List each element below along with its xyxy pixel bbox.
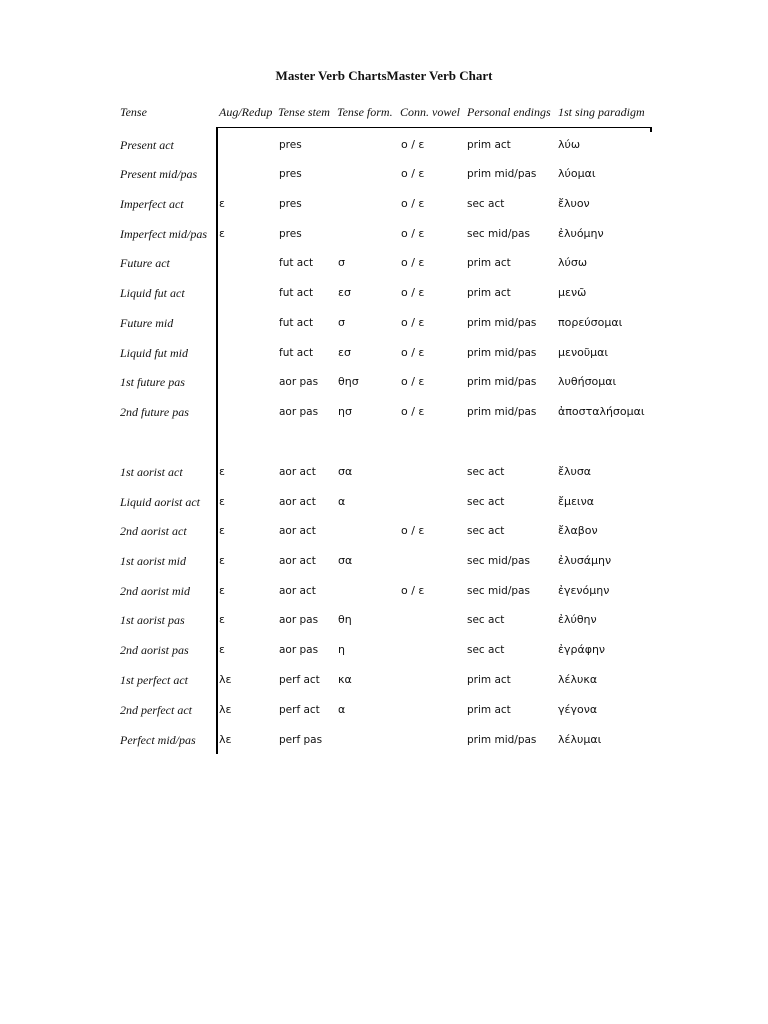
cell-tense-stem: aor pas xyxy=(279,644,319,656)
cell-aug-redup: ε xyxy=(219,613,225,626)
cell-paradigm: λύσω xyxy=(558,256,588,269)
cell-paradigm: ἔμεινα xyxy=(558,495,595,508)
cell-tense-stem: perf act xyxy=(279,704,320,716)
cell-tense-stem: aor act xyxy=(279,525,316,537)
cell-tense-stem: aor pas xyxy=(279,406,319,418)
cell-personal-endings: prim mid/pas xyxy=(467,376,537,388)
cell-tense: 1st aorist mid xyxy=(120,554,187,568)
cell-tense: 2nd future pas xyxy=(120,405,189,419)
cell-connecting-vowel: ο / ε xyxy=(401,138,425,151)
cell-tense: Perfect mid/pas xyxy=(120,733,196,747)
cell-personal-endings: sec mid/pas xyxy=(467,585,530,597)
cell-personal-endings: sec act xyxy=(467,644,505,656)
cell-personal-endings: sec act xyxy=(467,466,505,478)
cell-tense-stem: perf pas xyxy=(279,734,323,746)
cell-connecting-vowel: ο / ε xyxy=(401,227,425,240)
header-paradigm: 1st sing paradigm xyxy=(558,105,645,119)
cell-personal-endings: prim act xyxy=(467,139,511,151)
cell-tense: Present act xyxy=(120,138,174,152)
cell-tense-formative: α xyxy=(338,495,346,508)
cell-connecting-vowel: ο / ε xyxy=(401,167,425,180)
cell-paradigm: λυθήσομαι xyxy=(558,375,617,388)
cell-tense: 1st aorist pas xyxy=(120,613,185,627)
cell-paradigm: ἔλυον xyxy=(558,197,590,210)
cell-connecting-vowel: ο / ε xyxy=(401,197,425,210)
cell-tense: 2nd perfect act xyxy=(120,703,192,717)
cell-connecting-vowel: ο / ε xyxy=(401,256,425,269)
cell-tense: Liquid fut mid xyxy=(120,346,189,360)
cell-tense-formative: εσ xyxy=(338,346,351,359)
cell-tense-formative: α xyxy=(338,703,346,716)
cell-paradigm: ἐγράφην xyxy=(558,643,606,656)
cell-paradigm: μενοῦμαι xyxy=(558,346,609,359)
cell-connecting-vowel: ο / ε xyxy=(401,524,425,537)
cell-tense-formative: σα xyxy=(338,554,353,567)
cell-tense-stem: pres xyxy=(279,168,302,180)
cell-connecting-vowel: ο / ε xyxy=(401,584,425,597)
cell-aug-redup: ε xyxy=(219,643,225,656)
header-personal-endings: Personal endings xyxy=(467,105,551,119)
cell-tense-stem: fut act xyxy=(279,317,314,329)
cell-aug-redup: ε xyxy=(219,197,225,210)
cell-paradigm: λέλυμαι xyxy=(558,733,602,746)
cell-tense-formative: κα xyxy=(338,673,352,686)
header-rule xyxy=(216,127,652,128)
cell-tense-stem: aor act xyxy=(279,585,316,597)
cell-paradigm: ἐλυσάμην xyxy=(558,554,612,567)
cell-tense: 1st aorist act xyxy=(120,465,183,479)
cell-tense-stem: pres xyxy=(279,139,302,151)
cell-paradigm: ἐγενόμην xyxy=(558,584,610,597)
cell-paradigm: ἔλαβον xyxy=(558,524,598,537)
cell-aug-redup: ε xyxy=(219,465,225,478)
cell-aug-redup: ε xyxy=(219,584,225,597)
header-connecting-vowel: Conn. vowel xyxy=(400,105,460,119)
page-title: Master Verb ChartsMaster Verb Chart xyxy=(275,68,493,83)
cell-tense-stem: fut act xyxy=(279,257,314,269)
cell-tense-stem: fut act xyxy=(279,347,314,359)
cell-tense-formative: σ xyxy=(338,316,345,329)
cell-tense: 1st future pas xyxy=(120,375,185,389)
cell-personal-endings: sec act xyxy=(467,198,505,210)
cell-paradigm: ἀποσταλήσομαι xyxy=(558,405,645,418)
cell-connecting-vowel: ο / ε xyxy=(401,316,425,329)
cell-personal-endings: prim act xyxy=(467,287,511,299)
cell-paradigm: λύομαι xyxy=(558,167,596,180)
cell-tense-formative: θη xyxy=(338,613,352,626)
cell-paradigm: γέγονα xyxy=(558,703,598,716)
cell-tense-stem: pres xyxy=(279,198,302,210)
cell-connecting-vowel: ο / ε xyxy=(401,346,425,359)
cell-tense: Imperfect mid/pas xyxy=(120,227,207,241)
cell-tense-formative: σα xyxy=(338,465,353,478)
header-tense-formative: Tense form. xyxy=(337,105,393,119)
cell-tense-stem: aor pas xyxy=(279,614,319,626)
cell-personal-endings: prim mid/pas xyxy=(467,317,537,329)
cell-paradigm: ἐλυόμην xyxy=(558,227,604,240)
cell-tense-formative: η xyxy=(338,643,345,656)
header-aug-redup: Aug/Redup xyxy=(219,105,273,119)
cell-personal-endings: prim act xyxy=(467,674,511,686)
cell-tense-formative: σ xyxy=(338,256,345,269)
cell-tense-stem: perf act xyxy=(279,674,320,686)
cell-tense-stem: aor act xyxy=(279,466,316,478)
cell-tense-formative: ησ xyxy=(338,405,352,418)
cell-tense-formative: θησ xyxy=(338,375,359,388)
cell-personal-endings: prim mid/pas xyxy=(467,347,537,359)
cell-paradigm: ἔλυσα xyxy=(558,465,592,478)
cell-personal-endings: sec act xyxy=(467,525,505,537)
column-rule xyxy=(216,127,218,754)
cell-tense-stem: aor act xyxy=(279,496,316,508)
cell-personal-endings: prim act xyxy=(467,257,511,269)
cell-aug-redup: ε xyxy=(219,524,225,537)
cell-tense: Present mid/pas xyxy=(120,167,198,181)
cell-paradigm: πορεύσομαι xyxy=(558,316,623,329)
cell-tense: 2nd aorist mid xyxy=(120,584,191,598)
cell-paradigm: ἐλύθην xyxy=(558,613,597,626)
cell-connecting-vowel: ο / ε xyxy=(401,375,425,388)
cell-tense: 2nd aorist pas xyxy=(120,643,189,657)
cell-paradigm: λέλυκα xyxy=(558,673,598,686)
cell-connecting-vowel: ο / ε xyxy=(401,286,425,299)
cell-personal-endings: prim act xyxy=(467,704,511,716)
cell-personal-endings: sec act xyxy=(467,496,505,508)
cell-connecting-vowel: ο / ε xyxy=(401,405,425,418)
header-tense: Tense xyxy=(120,105,147,119)
cell-paradigm: μενῶ xyxy=(558,286,587,299)
cell-aug-redup: λε xyxy=(219,673,232,686)
cell-aug-redup: λε xyxy=(219,703,232,716)
cell-tense: Liquid aorist act xyxy=(120,495,201,509)
cell-tense: 1st perfect act xyxy=(120,673,188,687)
cell-tense: Imperfect act xyxy=(120,197,184,211)
cell-personal-endings: sec mid/pas xyxy=(467,555,530,567)
cell-tense: Future mid xyxy=(120,316,174,330)
cell-tense-stem: fut act xyxy=(279,287,314,299)
cell-tense: Future act xyxy=(120,256,170,270)
cell-paradigm: λύω xyxy=(558,138,581,151)
cell-aug-redup: λε xyxy=(219,733,232,746)
cell-aug-redup: ε xyxy=(219,495,225,508)
cell-tense-formative: εσ xyxy=(338,286,351,299)
header-rule-tick xyxy=(650,127,652,132)
cell-personal-endings: prim mid/pas xyxy=(467,734,537,746)
cell-personal-endings: prim mid/pas xyxy=(467,406,537,418)
cell-tense-stem: pres xyxy=(279,228,302,240)
cell-personal-endings: sec mid/pas xyxy=(467,228,530,240)
cell-personal-endings: prim mid/pas xyxy=(467,168,537,180)
cell-tense: 2nd aorist act xyxy=(120,524,187,538)
cell-tense: Liquid fut act xyxy=(120,286,185,300)
header-tense-stem: Tense stem xyxy=(278,105,330,119)
cell-aug-redup: ε xyxy=(219,554,225,567)
cell-tense-stem: aor act xyxy=(279,555,316,567)
cell-personal-endings: sec act xyxy=(467,614,505,626)
cell-aug-redup: ε xyxy=(219,227,225,240)
cell-tense-stem: aor pas xyxy=(279,376,319,388)
